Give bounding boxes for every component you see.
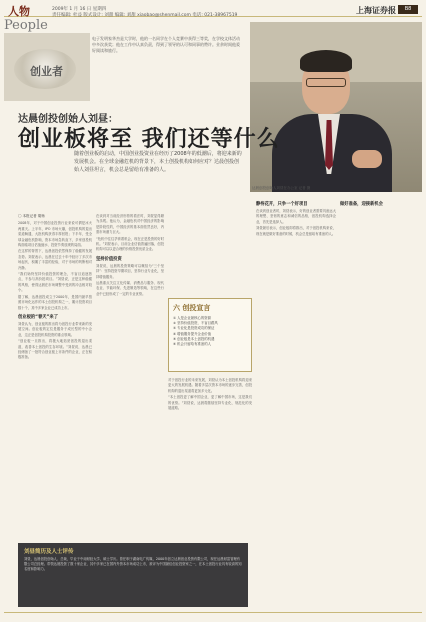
article-paragraph: 刘昼认为，创业板的推出将为创投行业带来新的发展空间。创业板的定位是服务于成长型的中小企业，这正是创投机构投资的重点领域。	[18, 321, 92, 337]
profile-box	[18, 543, 248, 607]
photo-caption: 达晨创投创始人刘昼在办公室 记者 摄	[252, 186, 311, 190]
section-emblem-box	[4, 33, 90, 101]
lede-paragraph: 随着创业板的启动，中国创业投资业在经历了2008年的低潮后，将迎来新的发展机会。在全球金融危机的背景下，本土创投机构如何应对？达晨创投创始人刘昼坦言，机会总是留给有准备的人。	[74, 151, 242, 173]
pull-quote-item: ④ 增值服务提升企业价值	[173, 331, 212, 336]
headline: 创业板将至 我们还等什么	[18, 127, 280, 152]
emblem-label: 创业者	[30, 65, 63, 78]
portrait-photo	[250, 22, 422, 192]
page-number-badge: B8	[398, 5, 418, 14]
pull-quote-item: ③ 专业化是投资成功的保证	[173, 326, 215, 331]
article-paragraph: “本土创投更了解中国企业，更了解中国市场，这是我们的优势。”刘昼说，达晨将继续坚持专业化、规范化的发展道路。	[168, 395, 252, 411]
article-paragraph: 刘昼说，达晨的投资策略可以概括为“三个坚持”：坚持投资早期项目，坚持行业专业化，坚持增值服务。	[96, 263, 164, 279]
subheading: 静待花开，只争一个好项目	[256, 202, 308, 207]
article-paragraph: “创业板一旦推出，将极大地拓宽创投的退出渠道，改善本土创投的生存环境。”刘昼说，达晨已经储备了一批符合创业板上市条件的企业，正在积极准备。	[18, 339, 92, 360]
article-paragraph: 对于创投行业的未来发展，刘昼认为本土创投机构将迎来更大的发展机遇。随着多层次资本市场的逐步完善，创投机构的退出渠道将更加多元化。	[168, 378, 252, 393]
header-editor-line: 责任编辑: 杜益 版式设计: 刘甜 编辑: 刘甜 xiaobao@shenmail.com 电话: 021-38967519	[52, 13, 238, 18]
english-section-title: People	[4, 18, 48, 33]
glasses-icon	[306, 78, 346, 87]
byline: 〇 本报记者 胡杨	[18, 214, 45, 218]
headline-kicker: 达晨创投创始人刘昼：	[18, 114, 118, 125]
article-paragraph: 在这样的背景下，达晨创投依然保持了稳健的发展态势。刘昼表示，达晨在过去十年中经历了多次市场起伏，积累了丰富的经验，对于市场的判断相对冷静。	[18, 249, 92, 270]
pull-quote-title: 六 创投宣言	[173, 303, 211, 312]
section-name: 人物	[8, 5, 30, 18]
page-header	[4, 3, 422, 17]
article-paragraph: 2008年，对于中国创业投资行业来说可谓是冰火两重天。上半年，IPO 市场火爆，创投机构的退出渠道畅通，大批机构获得丰厚回报；下半年，受全球金融危机影响，资本市场急转直下，多家创投机构面临项目估值缩水、投资节奏放缓的局面。	[18, 221, 92, 248]
profile-title: 刘昼简历及人士评传	[24, 549, 74, 555]
pull-quote-item: ⑥ 机会只留给有准备的人	[173, 342, 212, 347]
article-column-4	[256, 198, 336, 608]
article-paragraph: 在谈到创业者时，刘昼表示，好的创业者需要具备远大的理想、坚韧的意志和诚信的品格，创投机构选择企业，首先是选择人。	[256, 209, 336, 224]
pull-quote-item: ① 人是企业最核心的资源	[173, 316, 212, 320]
article-column-1	[18, 214, 92, 540]
article-column-5	[340, 198, 422, 608]
article-paragraph: 在谈到对当前经济形势的看法时，刘昼显得颇为乐观。他认为，金融危机对中国经济的影响是阶段性的，中国经济的基本面依然良好，内需市场潜力巨大。	[96, 214, 164, 235]
article-paragraph: “我们始终坚持价值投资的理念，不盲目追逐热点，不参与高价抢项目。”刘昼说，正是这种稳健的风格，使得达晨在市场调整中受到的冲击相对较小。	[18, 272, 92, 293]
newspaper-name: 上海证券报	[356, 5, 396, 15]
bottom-rule	[4, 612, 422, 613]
article-paragraph: 刘昼最后表示，创业板即将推出，对于创投机构来说，现在就是做好准备的时候，机会总是留给有准备的人。	[256, 226, 336, 236]
article-column-3	[168, 378, 252, 540]
pull-quote-box	[168, 298, 252, 372]
subheading: 做好准备，迎接新机会	[340, 202, 383, 207]
article-paragraph: 达晨重点关注文化传媒、消费品与服务、现代农业、节能环保、先进制造等领域，在这些行业中已经形成了一定的专业优势。	[96, 281, 164, 296]
subheading: 创业板的“春天”来了	[18, 314, 59, 320]
profile-text: 刘昼，达晨创投创始人、总裁，毕业于中南财经大学，硕士学历。曾任职于湖南电广传媒，2000年创立达晨创业投资有限公司，现任达晨财富管理有限公司总经理。带领达晨投资了数十家企业，其中多家已在国内外资本市场成功上市，被评为中国最佳创业投资家之一，在本土创投行业具有较高的知名度和影响力。	[24, 557, 242, 572]
article-paragraph: “危机中往往孕育着机会，现在正是投资的好时机。”刘昼表示，目前企业估值普遍回落，创投机构可以以更合理的价格投资优质企业。	[96, 236, 164, 252]
article-column-2	[96, 214, 164, 540]
article-paragraph: 据了解，达晨创投成立于2000年，是国内最早按照市场化运作的本土创投机构之一，累计投资项目数十个，其中多家企业已成功上市。	[18, 294, 92, 310]
header-date: 2009年 1 月 16 日 星期四	[52, 7, 107, 12]
subheading: 坚持价值投资	[96, 256, 122, 262]
pull-quote-item: ② 坚持价值投资，不盲目跟风	[173, 321, 218, 326]
intro-blurb: 电子发明家华杰是大学时，他的一名同学在个人竞赛中获得三等奖，在学校文体活动中多次获奖；他在工作中认真负责，得到了领导的认可和同事的赞许。业余时间他爱好阅读和旅行。	[92, 36, 240, 53]
pull-quote-item: ⑤ 创业板是本土创投的机遇	[173, 336, 215, 341]
